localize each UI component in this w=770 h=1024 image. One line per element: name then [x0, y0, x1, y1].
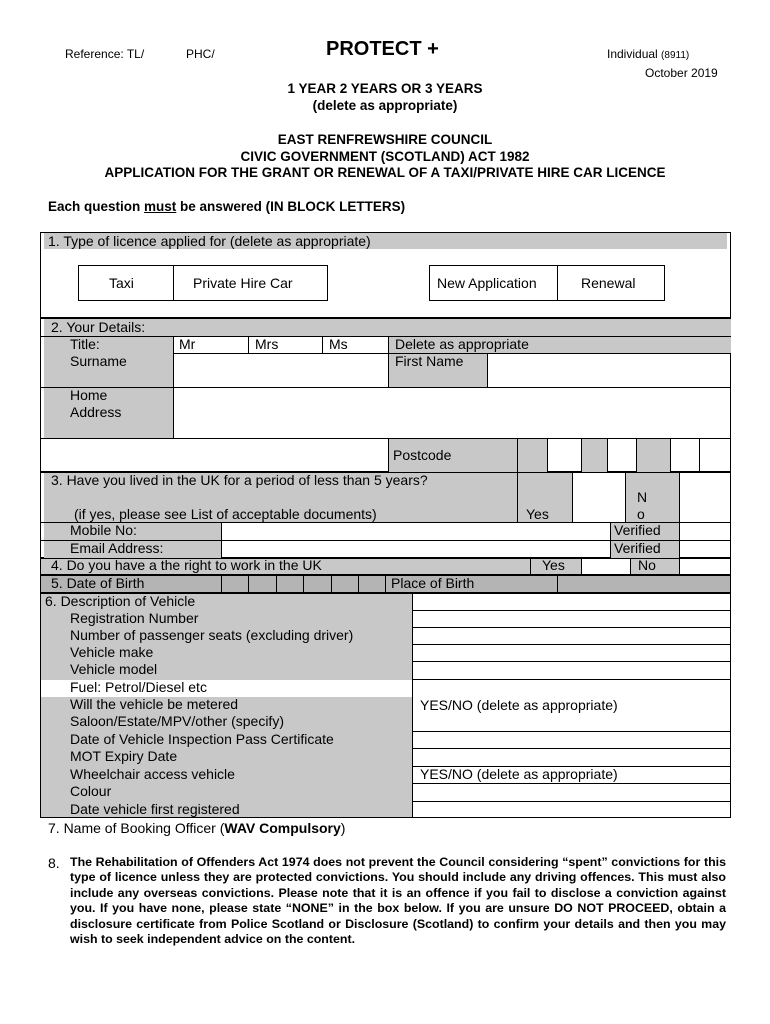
dob-label: 5. Date of Birth [51, 575, 145, 591]
line [322, 336, 323, 353]
vehicle-row-label: Colour [70, 783, 112, 799]
renewal-option[interactable]: Renewal [581, 275, 636, 291]
licence-type-divider [173, 265, 174, 301]
booking-officer-label [48, 820, 345, 836]
registration-field[interactable] [413, 611, 731, 627]
inspection-date-field[interactable] [413, 732, 731, 748]
rehabilitation-paragraph: The Rehabilitation of Offenders Act 1974 does not prevent the Council considering “spent” convictions for this type of licence unless they are protected convictions. You should include any driving offences. This must also include any overseas convictions. Please note that it is an offence if you fail to disclose a conviction against you. If you have none, please state “NONE” in the box below. If you are unsure DO NOT PROCEED, obtain a disclosure certificate from Police Scotland or Disclosure (Scotland) to confirm your details and then you may wish to seek independent advice on the content. [70, 855, 726, 947]
vehicle-row-label: MOT Expiry Date [70, 748, 178, 764]
line [248, 575, 249, 593]
uk-residence-no-n[interactable]: N [637, 489, 648, 505]
vehicle-row-label: Saloon/Estate/MPV/other (specify) [70, 713, 284, 729]
model-field[interactable] [413, 662, 731, 679]
line [303, 575, 304, 593]
first-name-label: First Name [395, 353, 464, 369]
taxi-option[interactable]: Taxi [109, 275, 134, 291]
line [557, 575, 558, 593]
line [221, 575, 222, 593]
vehicle-row-label: Number of passenger seats (excluding driver) [70, 627, 354, 643]
vehicle-row-label: Vehicle model [70, 661, 158, 677]
first-registered-field[interactable] [413, 802, 731, 818]
title-ms[interactable]: Ms [329, 336, 348, 352]
postcode-cell-shade [582, 439, 607, 472]
booking-officer-bold: WAV Compulsory [224, 820, 341, 836]
postcode-cell-shade [637, 439, 670, 472]
instruction-must: must [144, 199, 177, 214]
line [679, 472, 680, 522]
right-to-work-yes[interactable]: Yes [542, 557, 565, 573]
individual-text: Individual [607, 47, 658, 61]
mobile-verified[interactable]: Verified [614, 522, 661, 538]
title-label: Title: [70, 336, 100, 352]
mot-expiry-field[interactable] [413, 749, 731, 766]
vehicle-row-label: Date vehicle first registered [70, 801, 240, 817]
postcode-label: Postcode [393, 447, 452, 463]
line [581, 558, 582, 575]
metered-yes-no[interactable]: YES/NO (delete as appropriate) [420, 697, 618, 713]
line [547, 438, 548, 472]
line [331, 575, 332, 593]
booking-officer-pre: 7. Name of Booking Officer ( [48, 820, 225, 836]
protect-marking: PROTECT + [326, 38, 439, 60]
instruction-line [48, 199, 405, 214]
application-title: APPLICATION FOR THE GRANT OR RENEWAL OF A TAXI/PRIVATE HIRE CAR LICENCE [104, 165, 666, 180]
pob-label: Place of Birth [391, 575, 475, 591]
section1-heading: 1. Type of licence applied for (delete as appropriate) [48, 233, 371, 249]
phc-label: PHC/ [186, 47, 215, 61]
line [276, 575, 277, 593]
line [670, 438, 671, 472]
right-to-work-no[interactable]: No [638, 557, 656, 573]
line [40, 438, 731, 439]
vehicle-row-label: Fuel: Petrol/Diesel etc [70, 679, 207, 695]
address-label: Address [70, 404, 122, 420]
line [607, 438, 608, 472]
uk-residence-note: (if yes, please see List of acceptable documents) [74, 506, 377, 522]
instruction-post: be answered (IN BLOCK LETTERS) [176, 199, 406, 214]
mobile-label: Mobile No: [70, 522, 137, 538]
email-label: Email Address: [70, 540, 164, 556]
vehicle-row-label: Wheelchair access vehicle [70, 766, 235, 782]
vehicle-row-label: Date of Vehicle Inspection Pass Certificate [70, 731, 334, 747]
email-verified[interactable]: Verified [614, 540, 661, 556]
line [385, 575, 386, 593]
seats-field[interactable] [413, 628, 731, 644]
right-to-work-question: 4. Do you have a the right to work in the UK [51, 557, 322, 573]
uk-no-bg [626, 473, 679, 522]
line [679, 558, 680, 575]
line [248, 336, 249, 353]
vehicle-row-label: Vehicle make [70, 644, 154, 660]
line [358, 575, 359, 593]
first-name-field[interactable] [488, 354, 731, 387]
title-mrs[interactable]: Mrs [255, 336, 279, 352]
vehicle-row-label: Registration Number [70, 610, 199, 626]
colour-field[interactable] [413, 784, 731, 801]
title-delete-note: Delete as appropriate [395, 336, 529, 352]
postcode-cell-shade [518, 439, 547, 472]
booking-officer-post: ) [340, 820, 346, 836]
section2-heading: 2. Your Details: [51, 319, 146, 335]
private-hire-option[interactable]: Private Hire Car [193, 275, 293, 291]
reference-label: Reference: TL/ [65, 47, 145, 61]
form-date: October 2019 [645, 66, 718, 80]
title-mr[interactable]: Mr [179, 336, 196, 352]
individual-code: (8911) [661, 50, 690, 61]
surname-field[interactable] [174, 354, 388, 387]
section6-heading: 6. Description of Vehicle [45, 593, 196, 609]
act-title: CIVIC GOVERNMENT (SCOTLAND) ACT 1982 [240, 149, 530, 164]
section8-number: 8. [48, 855, 60, 871]
email-field[interactable] [222, 541, 610, 558]
council-name: EAST RENFREWSHIRE COUNCIL [277, 132, 493, 147]
section2-heading-bg [44, 319, 731, 336]
line [699, 438, 700, 472]
licence-duration: 1 YEAR 2 YEARS OR 3 YEARS [287, 81, 483, 96]
make-field[interactable] [413, 645, 731, 661]
address-field[interactable] [174, 388, 731, 438]
uk-residence-no-o[interactable]: o [637, 506, 645, 522]
line [572, 472, 573, 522]
surname-label: Surname [70, 353, 127, 369]
uk-residence-yes[interactable]: Yes [526, 506, 549, 522]
application-type-divider [557, 265, 558, 301]
uk-residence-question: 3. Have you lived in the UK for a period of less than 5 years? [51, 472, 428, 488]
wheelchair-yes-no[interactable]: YES/NO (delete as appropriate) [420, 766, 618, 782]
instruction-pre: Each question [48, 199, 145, 214]
individual-label [607, 47, 689, 61]
vehicle-row-label: Will the vehicle be metered [70, 696, 239, 712]
home-label: Home [70, 387, 108, 403]
delete-note: (delete as appropriate) [312, 98, 458, 113]
mobile-field[interactable] [222, 523, 610, 539]
new-application-option[interactable]: New Application [437, 275, 537, 291]
